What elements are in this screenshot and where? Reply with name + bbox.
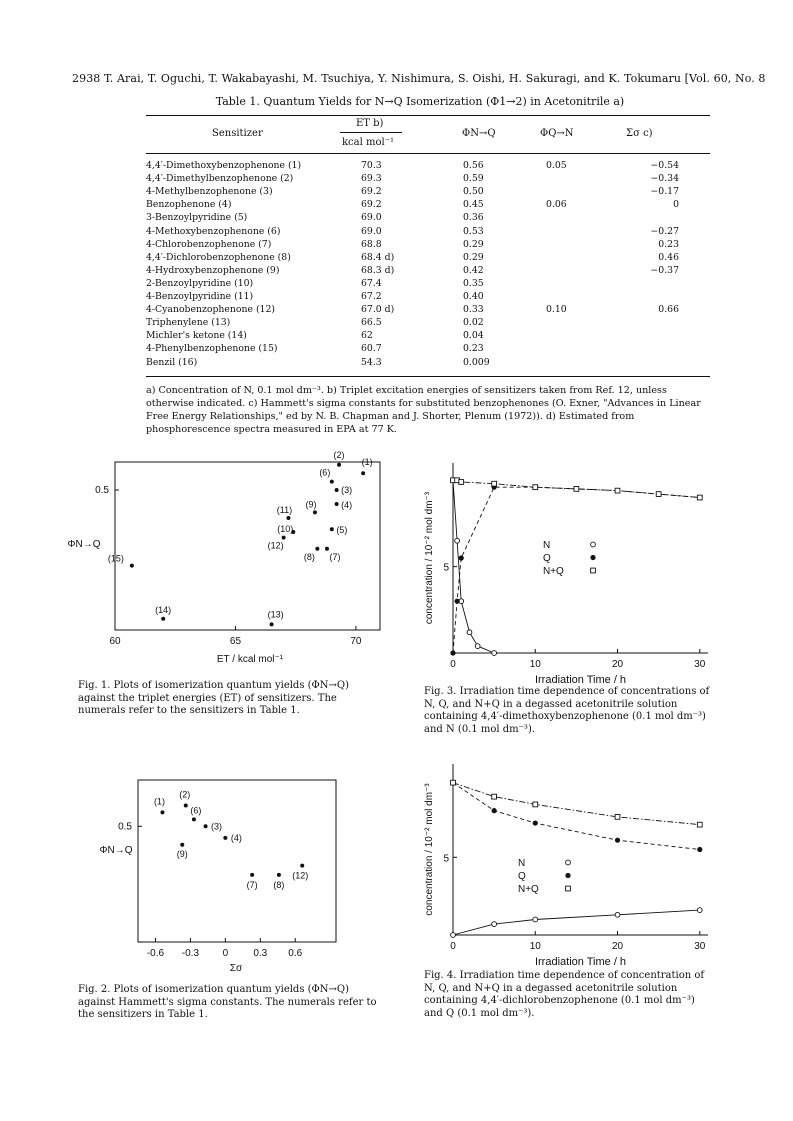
marker-open-square bbox=[533, 802, 538, 807]
point-label: (8) bbox=[303, 551, 315, 562]
figure-1-chart bbox=[67, 449, 390, 670]
point-label: (6) bbox=[319, 467, 331, 478]
data-point bbox=[330, 527, 334, 531]
table-bottom-rule bbox=[146, 376, 710, 377]
table-row bbox=[146, 291, 706, 303]
y-tick-label: 5 bbox=[443, 562, 449, 574]
x-tick-label: 0 bbox=[222, 948, 229, 959]
data-point bbox=[313, 510, 317, 514]
point-label: (3) bbox=[341, 485, 353, 495]
point-label: (7) bbox=[246, 879, 258, 890]
point-label: (12) bbox=[292, 870, 309, 881]
data-point bbox=[325, 547, 329, 551]
data-point bbox=[300, 864, 304, 868]
data-point bbox=[335, 502, 339, 506]
cell-phi-qn: 0.06 bbox=[546, 199, 567, 211]
x-tick-label: 20 bbox=[611, 659, 624, 670]
x-axis-label: Irradiation Time / h bbox=[534, 956, 627, 968]
marker-open-square bbox=[492, 481, 497, 486]
marker-open-circle bbox=[492, 651, 497, 656]
marker-open-square bbox=[566, 886, 571, 891]
cell-sigma: 0.66 bbox=[658, 304, 679, 316]
table-row bbox=[146, 265, 706, 277]
y-axis-label: concentration / 10⁻² mol dm⁻³ bbox=[424, 491, 435, 625]
point-label: (9) bbox=[305, 499, 317, 510]
table-footnote: a) Concentration of N, 0.1 mol dm⁻³. b) Triplet excitation energies of sensitizers taken from Ref. 12, unless otherwise indicated. c) Hammett's sigma constants for substituted benzophenones (O. Exner, "Advances in Linear Free Energy Relationships," ed by N. B. Chapman and J. Shorter, Plenum (1972)). d) Estimated from phosphorescence spectra measured in EPA at 77 K. bbox=[146, 385, 701, 435]
cell-et: 67.2 bbox=[361, 291, 382, 302]
marker-open-square bbox=[697, 495, 702, 500]
data-point bbox=[160, 810, 164, 814]
legend-entry: Q bbox=[543, 553, 551, 564]
data-point bbox=[330, 480, 334, 484]
cell-sensitizer: 4,4′-Dimethoxybenzophenone (1) bbox=[146, 160, 302, 171]
marker-filled-circle bbox=[455, 599, 460, 604]
cell-et: 68.8 bbox=[361, 238, 382, 250]
x-tick-label: 0.6 bbox=[288, 948, 303, 959]
cell-sensitizer: 4-Methoxybenzophenone (6) bbox=[146, 225, 281, 237]
header-et: ET b) bbox=[356, 118, 384, 129]
cell-phi-nq: 0.45 bbox=[463, 199, 484, 211]
marker-filled-circle bbox=[459, 555, 464, 560]
cell-phi-nq: 0.04 bbox=[463, 330, 484, 342]
point-label: (2) bbox=[333, 449, 345, 460]
x-tick-label: 60 bbox=[109, 636, 121, 647]
marker-open-circle bbox=[492, 922, 497, 927]
cell-sensitizer: 4-Benzoylpyridine (11) bbox=[146, 291, 254, 302]
table-row bbox=[146, 186, 706, 198]
point-label: (9) bbox=[176, 848, 188, 859]
x-axis-label: Irradiation Time / h bbox=[534, 674, 627, 686]
cell-phi-nq: 0.59 bbox=[463, 173, 484, 185]
marker-open-circle bbox=[697, 908, 702, 913]
cell-phi-nq: 0.23 bbox=[463, 343, 484, 355]
point-label: (12) bbox=[267, 540, 284, 551]
cell-phi-nq: 0.50 bbox=[463, 186, 484, 198]
cell-sigma: −0.27 bbox=[650, 225, 679, 237]
y-axis-label: ΦN→Q bbox=[99, 845, 133, 856]
x-tick-label: 30 bbox=[694, 659, 706, 670]
marker-open-square bbox=[533, 485, 538, 490]
cell-sensitizer: 4-Phenylbenzophenone (15) bbox=[146, 343, 278, 355]
point-label: (10) bbox=[277, 524, 294, 534]
cell-phi-nq: 0.33 bbox=[463, 304, 484, 316]
data-point bbox=[335, 488, 339, 492]
cell-et: 60.7 bbox=[361, 343, 382, 355]
x-tick-label: 70 bbox=[350, 636, 362, 647]
y-tick-label: 0.5 bbox=[95, 485, 109, 496]
data-point bbox=[192, 817, 196, 821]
cell-phi-qn: 0.10 bbox=[546, 304, 567, 316]
marker-open-square bbox=[615, 814, 620, 819]
cell-phi-nq: 0.56 bbox=[463, 160, 484, 171]
legend-entry: N bbox=[518, 858, 526, 869]
running-head: 2938 T. Arai, T. Oguchi, T. Wakabayashi, M. Tsuchiya, Y. Nishimura, S. Oishi, H. Sakuragi, and K. Tokumaru [Vol. 60, No. 8 bbox=[72, 72, 766, 85]
point-label: (7) bbox=[329, 551, 341, 562]
legend-entry: N+Q bbox=[543, 566, 564, 577]
x-tick-label: 0 bbox=[450, 941, 456, 952]
point-label: (14) bbox=[155, 604, 172, 615]
x-tick-label: 65 bbox=[229, 636, 242, 647]
header-sensitizer: Sensitizer bbox=[212, 128, 263, 139]
cell-sensitizer: 4,4′-Dimethylbenzophenone (2) bbox=[146, 173, 294, 185]
table-row bbox=[146, 212, 706, 224]
cell-et: 69.0 bbox=[361, 225, 382, 237]
marker-open-circle bbox=[615, 912, 620, 917]
figure-3-chart bbox=[418, 455, 718, 686]
point-label: (15) bbox=[107, 553, 124, 564]
point-label: (3) bbox=[211, 821, 223, 832]
cell-phi-nq: 0.009 bbox=[463, 356, 490, 368]
header-et-unit: kcal mol⁻¹ bbox=[342, 137, 394, 148]
cell-et: 67.0 d) bbox=[361, 304, 395, 316]
cell-sigma: 0 bbox=[673, 199, 679, 211]
cell-phi-nq: 0.36 bbox=[463, 212, 484, 224]
cell-et: 69.3 bbox=[361, 173, 382, 185]
fig2-caption: Fig. 2. Plots of isomerization quantum yields (ΦN→Q) against Hammett's sigma constants. The numerals refer to the sensitizers in Table 1. bbox=[78, 984, 377, 1020]
data-point bbox=[184, 803, 188, 807]
table-row bbox=[146, 239, 706, 251]
x-tick-label: 20 bbox=[611, 941, 624, 952]
cell-et: 67.4 bbox=[361, 277, 382, 289]
figure-2-chart bbox=[99, 775, 340, 985]
data-point bbox=[180, 843, 184, 847]
table-top-rule bbox=[146, 115, 710, 116]
series-line-n bbox=[453, 480, 494, 653]
legend-entry: Q bbox=[518, 871, 526, 882]
marker-open-square bbox=[656, 492, 661, 497]
cell-sigma: 0.46 bbox=[658, 251, 679, 263]
x-tick-label: 10 bbox=[529, 659, 541, 670]
cell-et: 69.2 bbox=[361, 186, 382, 198]
cell-sensitizer: 4-Chlorobenzophenone (7) bbox=[146, 238, 272, 250]
marker-filled-circle bbox=[615, 838, 620, 843]
point-label: (11) bbox=[276, 505, 293, 515]
cell-et: 69.0 bbox=[361, 212, 382, 224]
point-label: (13) bbox=[267, 609, 284, 620]
cell-et: 69.2 bbox=[361, 199, 382, 211]
cell-phi-nq: 0.35 bbox=[463, 277, 484, 289]
table-row bbox=[146, 199, 706, 211]
x-axis-label: ET / kcal mol⁻¹ bbox=[216, 654, 284, 665]
cell-phi-nq: 0.29 bbox=[463, 251, 484, 263]
table-row bbox=[146, 304, 706, 316]
cell-phi-nq: 0.29 bbox=[463, 238, 484, 250]
cell-et: 68.3 d) bbox=[361, 264, 395, 276]
point-label: (1) bbox=[361, 457, 373, 468]
series-line-q bbox=[453, 783, 700, 850]
fig3-caption: Fig. 3. Irradiation time dependence of concentrations of N, Q, and N+Q in a degassed acetonitrile solution containing 4,4′-dimethoxybenzophenone (0.1 mol dm⁻³) and N (0.1 mol dm⁻³). bbox=[424, 686, 710, 735]
marker-filled-circle bbox=[450, 650, 455, 655]
cell-phi-nq: 0.42 bbox=[463, 264, 484, 276]
table-row bbox=[146, 226, 706, 238]
marker-open-square bbox=[591, 568, 596, 573]
marker-open-circle bbox=[533, 917, 538, 922]
point-label: (1) bbox=[153, 796, 165, 807]
table-row bbox=[146, 252, 706, 264]
table-row bbox=[146, 160, 706, 172]
marker-filled-circle bbox=[565, 873, 570, 878]
cell-phi-nq: 0.40 bbox=[463, 291, 484, 302]
data-point bbox=[204, 824, 208, 828]
cell-sigma: −0.17 bbox=[650, 186, 679, 198]
cell-sensitizer: 2-Benzoylpyridine (10) bbox=[146, 277, 254, 289]
data-point bbox=[337, 463, 341, 467]
cell-sensitizer: Benzil (16) bbox=[146, 356, 198, 368]
cell-phi-nq: 0.53 bbox=[463, 225, 484, 237]
cell-sensitizer: 4-Cyanobenzophenone (12) bbox=[146, 304, 276, 316]
marker-filled-circle bbox=[533, 820, 538, 825]
point-label: (4) bbox=[230, 832, 242, 843]
x-tick-label: 0 bbox=[450, 659, 456, 670]
data-point bbox=[223, 836, 227, 840]
data-point bbox=[277, 873, 281, 877]
data-point bbox=[250, 873, 254, 877]
data-point bbox=[286, 516, 290, 520]
cell-sigma: −0.54 bbox=[650, 160, 679, 171]
cell-sensitizer: Michler's ketone (14) bbox=[146, 330, 247, 342]
marker-open-circle bbox=[455, 538, 460, 543]
marker-filled-circle bbox=[697, 847, 702, 852]
marker-open-circle bbox=[451, 933, 456, 938]
marker-open-circle bbox=[566, 860, 571, 865]
header-sigma: Σσ c) bbox=[626, 128, 653, 139]
y-tick-label: 0.5 bbox=[118, 821, 132, 833]
cell-sensitizer: 4,4′-Dichlorobenzophenone (8) bbox=[146, 251, 291, 263]
table-header-rule bbox=[146, 153, 710, 154]
cell-sensitizer: 4-Methylbenzophenone (3) bbox=[146, 186, 273, 198]
cell-sigma: 0.23 bbox=[658, 238, 679, 250]
fig2-frame bbox=[138, 780, 336, 942]
header-phi-nq: ΦN→Q bbox=[462, 128, 496, 139]
series-line-n-plus-q bbox=[453, 783, 700, 825]
cell-et: 54.3 bbox=[361, 356, 382, 368]
table-row bbox=[146, 278, 706, 290]
cell-phi-nq: 0.02 bbox=[463, 317, 484, 329]
cell-sensitizer: Triphenylene (13) bbox=[146, 317, 231, 329]
table-row bbox=[146, 317, 706, 329]
x-tick-label: 10 bbox=[529, 941, 541, 952]
cell-sensitizer: 3-Benzoylpyridine (5) bbox=[146, 212, 248, 224]
et-header-rule bbox=[340, 132, 402, 133]
marker-open-square bbox=[615, 488, 620, 493]
table-row bbox=[146, 357, 706, 369]
fig1-caption: Fig. 1. Plots of isomerization quantum yields (ΦN→Q) against the triplet energies (ET) of sensitizers. The numerals refer to the sensitizers in Table 1. bbox=[78, 680, 349, 716]
cell-et: 70.3 bbox=[361, 160, 382, 171]
cell-et: 68.4 d) bbox=[361, 251, 395, 263]
point-label: (5) bbox=[336, 525, 348, 536]
data-point bbox=[130, 564, 134, 568]
marker-open-square bbox=[459, 480, 464, 485]
marker-open-circle bbox=[467, 630, 472, 635]
y-tick-label: 5 bbox=[443, 853, 449, 865]
marker-open-square bbox=[451, 780, 456, 785]
marker-filled-circle bbox=[590, 555, 595, 560]
marker-open-circle bbox=[475, 644, 480, 649]
table-row bbox=[146, 330, 706, 342]
y-axis-label: concentration / 10⁻² mol dm⁻³ bbox=[424, 783, 435, 916]
point-label: (4) bbox=[341, 500, 353, 510]
y-axis-label: ΦN→Q bbox=[67, 539, 101, 550]
cell-et: 66.5 bbox=[361, 317, 382, 329]
marker-filled-circle bbox=[492, 808, 497, 813]
data-point bbox=[161, 617, 165, 621]
x-tick-label: 0.3 bbox=[253, 948, 268, 959]
marker-open-square bbox=[492, 794, 497, 799]
cell-et: 62 bbox=[361, 330, 373, 342]
x-tick-label: -0.3 bbox=[181, 948, 200, 959]
series-line-n bbox=[453, 910, 700, 935]
x-tick-label: -0.6 bbox=[146, 948, 165, 959]
table-row bbox=[146, 343, 706, 355]
cell-phi-qn: 0.05 bbox=[546, 160, 567, 171]
data-point bbox=[270, 622, 274, 626]
data-point bbox=[315, 547, 319, 551]
marker-open-square bbox=[574, 487, 579, 492]
data-point bbox=[361, 471, 365, 475]
table-title: Table 1. Quantum Yields for N→Q Isomerization (Φ1→2) in Acetonitrile a) bbox=[215, 95, 625, 108]
legend-entry: N+Q bbox=[518, 884, 539, 895]
table-row bbox=[146, 173, 706, 185]
fig4-caption: Fig. 4. Irradiation time dependence of concentration of N, Q, and N+Q in a degassed acetonitrile solution containing 4,4′-dichlorobenzophenone (0.1 mol dm⁻³) and Q (0.1 mol dm⁻³). bbox=[424, 970, 705, 1019]
x-tick-label: 30 bbox=[694, 941, 706, 952]
data-point bbox=[282, 536, 286, 540]
point-label: (2) bbox=[179, 789, 191, 800]
point-label: (6) bbox=[190, 805, 202, 816]
marker-open-circle bbox=[591, 542, 596, 547]
cell-sigma: −0.37 bbox=[650, 264, 679, 276]
marker-open-square bbox=[697, 822, 702, 827]
series-line-q bbox=[453, 487, 700, 653]
cell-sensitizer: 4-Hydroxybenzophenone (9) bbox=[146, 264, 280, 276]
header-phi-qn: ΦQ→N bbox=[540, 128, 574, 139]
point-label: (8) bbox=[273, 879, 285, 890]
legend-entry: N bbox=[543, 540, 551, 551]
figure-4-chart bbox=[418, 758, 718, 968]
cell-sigma: −0.34 bbox=[650, 173, 679, 185]
x-axis-label: Σσ bbox=[229, 963, 243, 974]
cell-sensitizer: Benzophenone (4) bbox=[146, 199, 232, 211]
